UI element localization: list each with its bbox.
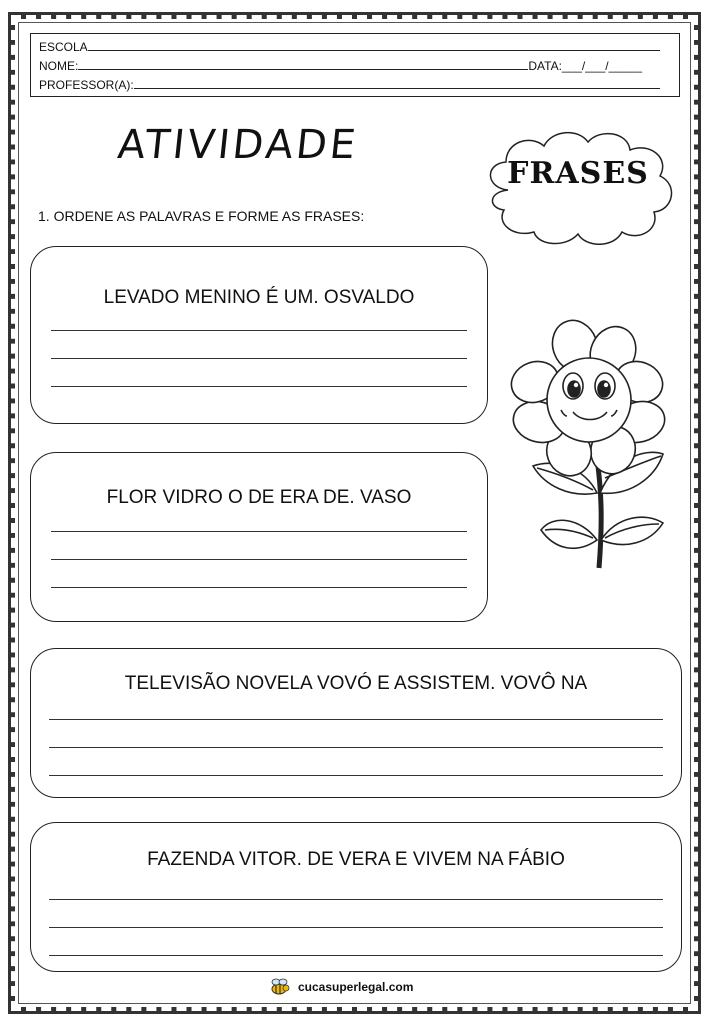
- question-2-text: FLOR VIDRO O DE ERA DE. VASO: [106, 487, 412, 508]
- professor-row: [39, 77, 660, 92]
- page-title: ATIVIDADE: [115, 122, 361, 168]
- instruction-text: 1. ORDENE AS PALAVRAS E FORME AS FRASES:: [38, 208, 365, 224]
- smiling-flower-icon: [505, 318, 675, 580]
- question-box-2: [30, 452, 488, 622]
- answer-line[interactable]: [49, 775, 663, 776]
- answer-line[interactable]: [49, 955, 663, 956]
- escola-field[interactable]: [88, 39, 660, 51]
- answer-line[interactable]: [49, 899, 663, 900]
- nome-field[interactable]: [78, 58, 528, 70]
- question-box-3: [30, 648, 682, 798]
- site-footer: [268, 978, 413, 996]
- answer-line[interactable]: [51, 358, 467, 359]
- answer-line[interactable]: [51, 587, 467, 588]
- data-field[interactable]: ___/___/_____: [561, 59, 642, 73]
- question-4-text: FAZENDA VITOR. DE VERA E VIVEM NA FÁBIO: [147, 849, 565, 870]
- escola-row: [39, 39, 660, 54]
- answer-line[interactable]: [49, 719, 663, 720]
- nome-label: NOME:: [39, 59, 79, 73]
- question-box-1: [30, 246, 488, 424]
- question-1-text: LEVADO MENINO É UM. OSVALDO: [103, 287, 415, 308]
- answer-line[interactable]: [51, 531, 467, 532]
- data-label: DATA:: [528, 59, 562, 73]
- nome-row: [39, 58, 642, 73]
- question-3-text: TELEVISÃO NOVELA VOVÓ E ASSISTEM. VOVÔ NA: [124, 673, 588, 694]
- answer-line[interactable]: [51, 386, 467, 387]
- answer-line[interactable]: [49, 927, 663, 928]
- professor-field[interactable]: [134, 77, 660, 89]
- student-info-header: [30, 33, 680, 97]
- professor-label: PROFESSOR(A):: [39, 78, 134, 92]
- answer-line[interactable]: [51, 330, 467, 331]
- bee-mascot-icon: [268, 978, 290, 996]
- answer-line[interactable]: [49, 747, 663, 748]
- badge-label: FRASES: [507, 156, 649, 191]
- answer-line[interactable]: [51, 559, 467, 560]
- question-box-4: [30, 822, 682, 972]
- escola-label: ESCOLA: [39, 40, 88, 54]
- site-link[interactable]: cucasuperlegal.com: [298, 980, 414, 994]
